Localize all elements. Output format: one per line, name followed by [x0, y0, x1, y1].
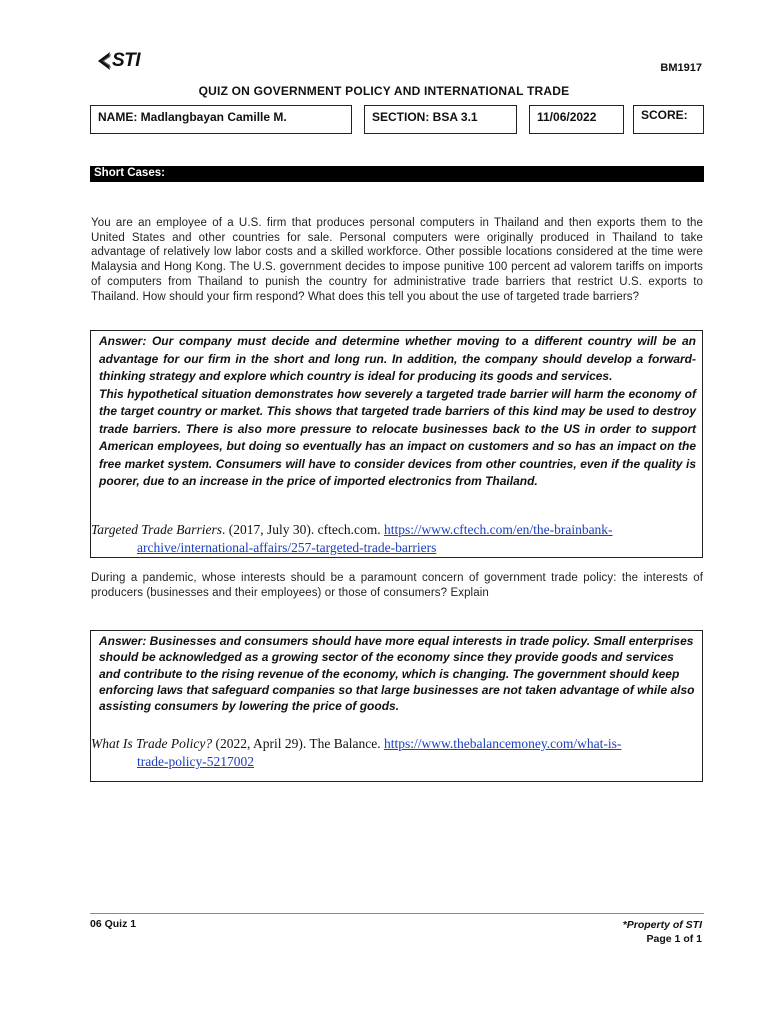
- citation-1-link-cont[interactable]: archive/international-affairs/257-targeted-trade-barriers: [137, 540, 437, 555]
- citation-1-link[interactable]: https://www.cftech.com/en/the-brainbank-: [384, 522, 613, 537]
- citation-2-details: (2022, April 29). The Balance.: [212, 736, 384, 751]
- footer-page-number: Page 1 of 1: [646, 933, 702, 945]
- citation-1-title: Targeted Trade Barriers: [91, 522, 223, 537]
- citation-2-link[interactable]: https://www.thebalancemoney.com/what-is-: [383, 736, 622, 751]
- section-field: SECTION: BSA 3.1: [364, 105, 517, 134]
- footer-right: [623, 918, 702, 946]
- score-field: SCORE:: [633, 105, 704, 134]
- footer-divider: [90, 913, 704, 914]
- citation-2-title: What Is Trade Policy?: [91, 736, 213, 751]
- date-value: 11/06/2022: [537, 110, 597, 124]
- doc-code: BM1917: [660, 62, 702, 74]
- answer-1-citation: [91, 521, 701, 557]
- logo-text: STI: [112, 50, 141, 71]
- footer-property: *Property of STI: [622, 919, 702, 931]
- answer-1-paragraph-2: This hypothetical situation demonstrates how severely a targeted trade barrier will harm the economy of the target country or market. This shows that targeted trade barriers of this kind may be used to destroy trade barriers. There is also more pressure to relocate businesses back to the US in order to support American employees, but doing so eventually has an impact on customers and so has an impact on the free market system. Consumers will have to consider devices from other countries, even if the quality is poorer, due to an increase in the price of imported electronics from Thailand.: [99, 386, 696, 488]
- citation-2-link-cont[interactable]: trade-policy-5217002: [137, 754, 254, 769]
- citation-1-details: . (2017, July 30). cftech.com.: [222, 522, 384, 537]
- answer-1-paragraph-1: Answer: Our company must decide and determine whether moving to a different country will be an advantage for our firm in the short and long run. In addition, the company should develop a forward-thinking strategy and explore which country is ideal for producing its goods and services.: [99, 334, 696, 383]
- date-field: [529, 105, 624, 134]
- question-2: During a pandemic, whose interests should be a paramount concern of government trade policy: the interests of producers (businesses and their employees) or those of consumers? Explain: [91, 572, 703, 599]
- page-title: QUIZ ON GOVERNMENT POLICY AND INTERNATIONAL TRADE: [198, 84, 570, 98]
- answer-2-text: Answer: Businesses and consumers should have more equal interests in trade policy. Small enterprises should be acknowledged as a growing sector of the economy since they provide goods and services and contribute to the rising revenue of the economy, which is changing. The government should keep enforcing laws that safeguard companies so that large businesses are not taken advantage of while also assisting consumers by lowering the price of goods.: [99, 634, 695, 714]
- footer-label: 06 Quiz 1: [90, 918, 137, 930]
- answer-2-box: [90, 630, 703, 782]
- answer-2-citation: [91, 735, 701, 771]
- answer-1-text: [99, 333, 696, 491]
- question-1: You are an employee of a U.S. firm that produces personal computers in Thailand and then exports them to the United States and other countries for sale. Personal computers were originally produced in Thailand to take advantage of relatively low labor costs and a skilled workforce. Other possible locations considered at the time were Malaysia and Hong Kong. The U.S. government decides to impose punitive 100 percent ad valorem tariffs on imports of computers from Thailand to punish the country for administrative trade barriers that restrict U.S. exports to Thailand. How should your firm respond? What does this tell you about the use of targeted trade barriers?: [91, 217, 703, 303]
- answer-1-box: [90, 330, 703, 558]
- name-field: NAME: Madlangbayan Camille M.: [90, 105, 352, 134]
- section-heading: Short Cases:: [90, 166, 704, 182]
